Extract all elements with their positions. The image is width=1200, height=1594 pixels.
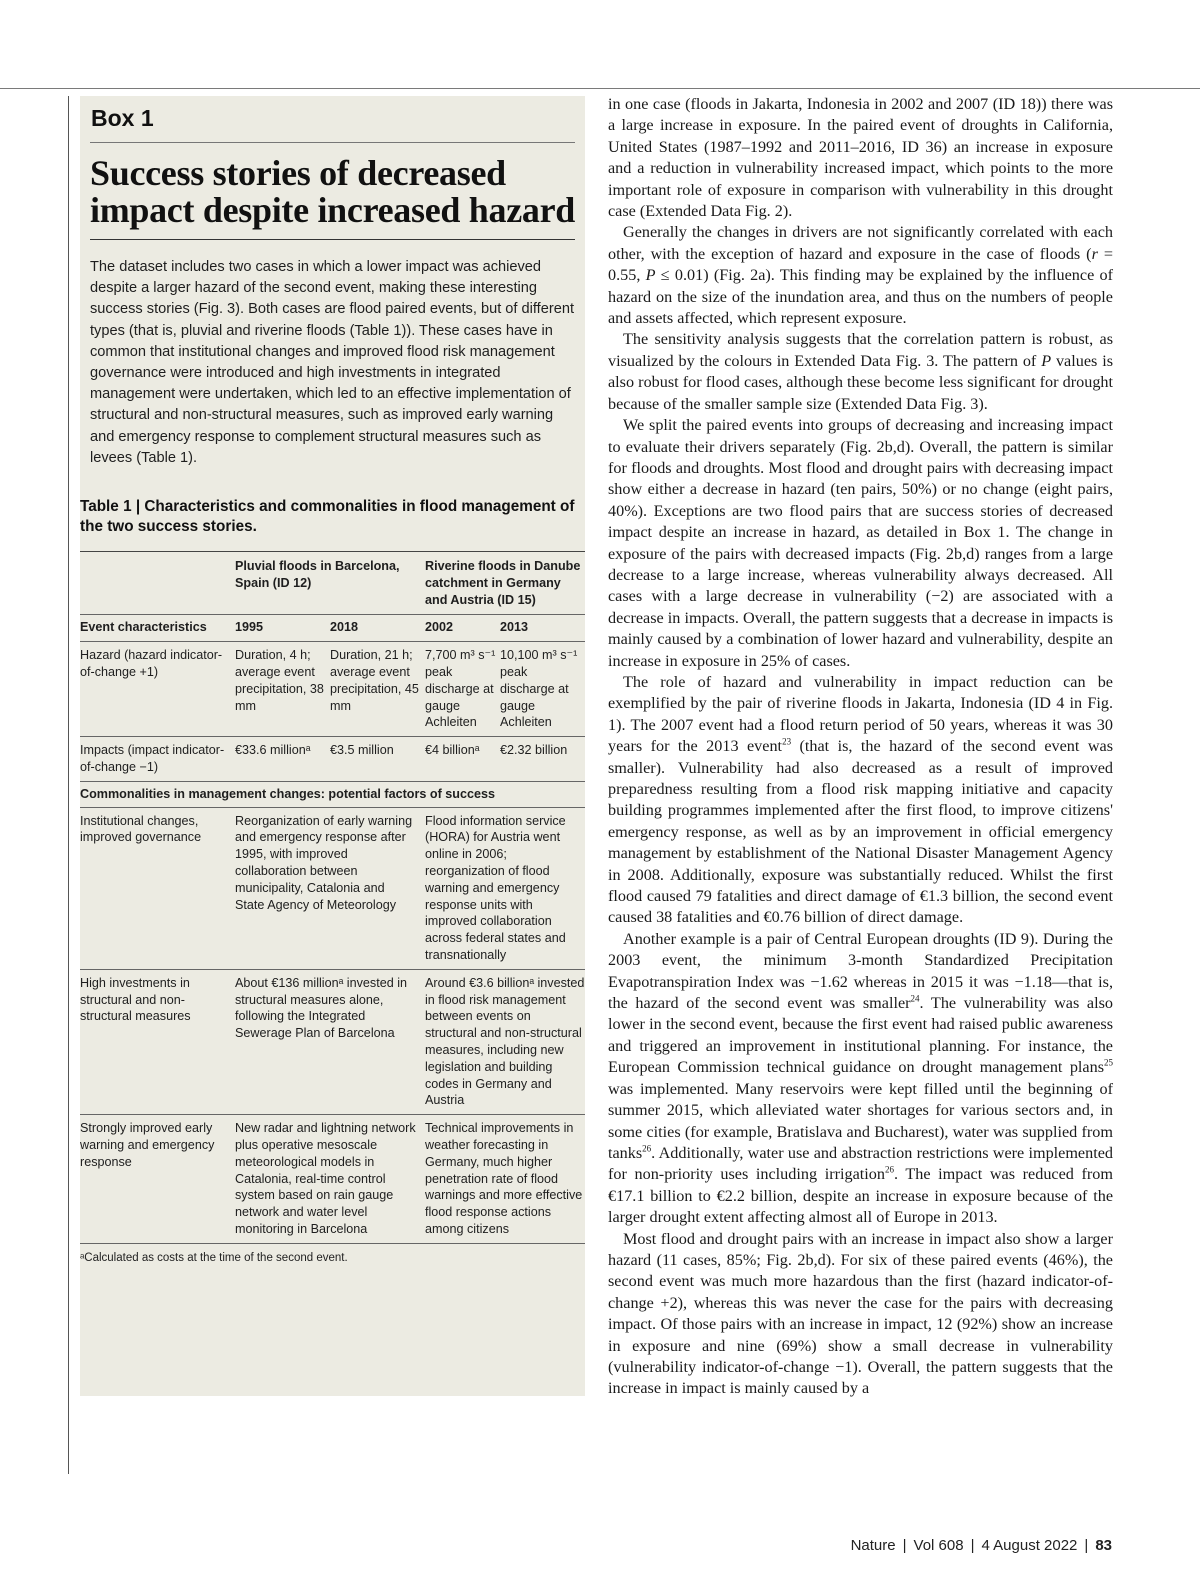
box-divider bbox=[90, 142, 575, 143]
row-label: Event characteristics bbox=[80, 615, 235, 642]
box-title: Success stories of decreased impact despite increased hazard bbox=[90, 153, 575, 230]
row-label: Impacts (impact indicator-of-change −1) bbox=[80, 737, 235, 782]
citation-ref[interactable]: 23 bbox=[782, 736, 792, 747]
row-label: Hazard (hazard indicator-of-change +1) bbox=[80, 642, 235, 737]
paragraph: The role of hazard and vulnerability in impact reduction can be exemplified by the pair of riverine floods in Jakarta, Indonesia (ID 4 in Fig. 1). The 2007 event had a flood return period of 50 years, whereas it was 30 years for the 2013 event$^{23}$ (that is, the hazard of the second event was smaller). Vulnerability had also decreased as a result of improved preparedness resulting from a flood risk mapping initiative and capacity building programmes implemented after the first flood, to improve citizens' emergency response, as well as by an improvement in official emergency management by establishment of the National Disaster Management Agency in 2008. Additionally, exposure was substantially reduced. Whilst the first flood caused 79 fatalities and direct damage of €1.3 billion, the second event caused 38 fatalities and €0.76 billion of direct damage. bbox=[608, 672, 1114, 927]
table-cell: Technical improvements in weather forecasting in Germany, much higher penetration rate of flood warnings and more effective flood response actions among citizens bbox=[425, 1115, 585, 1244]
row-label: Strongly improved early warning and emergency response bbox=[80, 1115, 235, 1244]
table-cell: 10,100 m³ s⁻¹ peak discharge at gauge Achleiten bbox=[500, 642, 585, 737]
table-cell: Reorganization of early warning and emergency response after 1995, with improved collaboration between municipality, Catalonia and State Agency of Meteorology bbox=[235, 807, 425, 969]
footer-separator: | bbox=[970, 1537, 975, 1554]
table-row-governance bbox=[80, 807, 585, 969]
footer-separator: | bbox=[1084, 1537, 1089, 1554]
table-group-header-row bbox=[80, 552, 585, 615]
table-row-hazard bbox=[80, 642, 585, 737]
footer-separator: | bbox=[902, 1537, 907, 1554]
margin-rule bbox=[68, 96, 69, 1474]
table-cell: €3.5 million bbox=[330, 737, 425, 782]
commonalities-header: Commonalities in management changes: potential factors of success bbox=[80, 781, 585, 807]
table-cell: €2.32 billion bbox=[500, 737, 585, 782]
page-number: 83 bbox=[1095, 1537, 1112, 1554]
paragraph: in one case (floods in Jakarta, Indonesia in 2002 and 2007 (ID 18)) there was a large increase in exposure. In the paired event of droughts in California, United States (1987–1992 and 2011–2016, ID 36) an increase in exposure and a reduction in vulnerability increased impact, which points to the more important role of exposure in comparison with vulnerability in this drought case (Extended Data Fig. 2). bbox=[608, 95, 1113, 221]
group-header-danube: Riverine floods in Danube catchment in Germany and Austria (ID 15) bbox=[425, 552, 585, 615]
table-row-impacts bbox=[80, 737, 585, 782]
paragraph: We split the paired events into groups of decreasing and increasing impact to evaluate their drivers separately (Fig. 2b,d). Overall, the pattern is similar for floods and droughts. Most flood and drought pairs with decreasing impact show either a decrease in hazard (ten pairs, 50%) or no change (eight pairs, 40%). Exceptions are two flood pairs that are success stories of decreased impact despite an increase in hazard, as detailed in Box 1. The change in exposure of the pairs with decreased impacts (Fig. 2b,d) ranges from a large decrease to a large increase, whereas vulnerability always decreased. All cases with a large decrease in vulnerability (−2) are associated with a decrease in impacts. Overall, the pattern suggests that a decrease in impacts is mainly caused by a combination of lower hazard and vulnerability, despite an increase in exposure in 25% of cases. bbox=[608, 416, 1113, 670]
box-divider bbox=[90, 239, 575, 240]
citation-ref[interactable]: 26 bbox=[884, 1164, 894, 1175]
group-header-barcelona: Pluvial floods in Barcelona, Spain (ID 12) bbox=[235, 552, 425, 615]
table-empty-cell bbox=[80, 552, 235, 615]
paragraph: Another example is a pair of Central European droughts (ID 9). During the 2003 event, the minimum 3-month Standardized Precipitation Evapotranspiration Index was −1.62 whereas in 2015 it was −1.18—that is, the hazard of the second event was smaller$^{24}$. The vulnerability was also lower in the second event, because the first event had raised public awareness and triggered an improvement in institutional planning. For instance, the European Commission technical guidance on drought management plans$^{25}$ was implemented. Many reservoirs were kept filled until the beginning of summer 2015, which alleviated water shortages for various sectors and, in some cities (for example, Bratislava and Bucharest), water was supplied from tanks$^{26}$. Additionally, water use and abstraction restrictions were implemented for non-priority uses including irrigation$^{26}$. The impact was reduced from €17.1 billion to €2.2 billion, despite an increase in exposure because of the larger drought extent affecting almost all of Europe in 2013. bbox=[608, 929, 1114, 1227]
table-cell: Flood information service (HORA) for Austria went online in 2006; reorganization of flood warning and emergency response units with improved collaboration across federal states and transnationally bbox=[425, 807, 585, 969]
citation-ref[interactable]: 26 bbox=[642, 1143, 652, 1154]
table-cell: €4 billionᵃ bbox=[425, 737, 500, 782]
page-footer bbox=[851, 1537, 1112, 1554]
table-year-row bbox=[80, 615, 585, 642]
table-cell: Duration, 4 h; average event precipitation, 38 mm bbox=[235, 642, 330, 737]
table-1 bbox=[80, 551, 585, 1244]
top-rule bbox=[0, 88, 1200, 89]
row-label: High investments in structural and non-structural measures bbox=[80, 969, 235, 1114]
year-header: 1995 bbox=[235, 615, 330, 642]
table-cell: New radar and lightning network plus operative mesoscale meteorological models in Catalonia, real-time control system based on rain gauge network and water level monitoring in Barcelona bbox=[235, 1115, 425, 1244]
paragraph: Generally the changes in drivers are not significantly correlated with each other, with the exception of hazard and exposure in the case of floods (r = 0.55, P ≤ 0.01) (Fig. 2a). This finding may be explained by the influence of hazard on the size of the inundation area, and thus on the numbers of people and assets affected, which represent exposure. bbox=[608, 223, 1114, 328]
journal-volume: Vol 608 bbox=[913, 1537, 964, 1554]
issue-date: 4 August 2022 bbox=[981, 1537, 1078, 1554]
year-header: 2013 bbox=[500, 615, 585, 642]
table-cell: €33.6 millionᵃ bbox=[235, 737, 330, 782]
citation-ref[interactable]: 24 bbox=[910, 993, 920, 1004]
paragraph: The sensitivity analysis suggests that the correlation pattern is robust, as visualized by the colours in Extended Data Fig. 3. The pattern of P values is also robust for flood cases, although these become less significant for drought because of the smaller sample size (Extended Data Fig. 3). bbox=[608, 330, 1113, 413]
year-header: 2018 bbox=[330, 615, 425, 642]
citation-ref[interactable]: 25 bbox=[1104, 1057, 1113, 1068]
table-caption: Table 1 | Characteristics and commonalities in flood management of the two success stories. bbox=[80, 498, 575, 536]
journal-name: Nature bbox=[850, 1537, 896, 1554]
paragraph: Most flood and drought pairs with an increase in impact also show a larger hazard (11 cases, 85%; Fig. 2b,d). For six of these paired events (46%), the second event was much more hazardous than the first (hazard indicator-of-change +2), whereas this was never the case for the pairs with decreasing impact. Of those pairs with an increase in impact, 12 (92%) show an increase in exposure and nine (69%) show a small decrease in vulnerability (vulnerability indicator-of-change −1). Overall, the pattern suggests that the increase in impact is mainly caused by a bbox=[608, 1229, 1113, 1398]
table-cell: Duration, 21 h; average event precipitation, 45 mm bbox=[330, 642, 425, 737]
table-cell: About €136 millionᵃ invested in structural measures alone, following the Integrated Sewerage Plan of Barcelona bbox=[235, 969, 425, 1114]
table-row-investments bbox=[80, 969, 585, 1114]
row-label: Institutional changes, improved governance bbox=[80, 807, 235, 969]
table-footnote: ᵃCalculated as costs at the time of the second event. bbox=[80, 1251, 348, 1264]
table-row-early-warning bbox=[80, 1115, 585, 1244]
main-text-column bbox=[608, 94, 1113, 1400]
table-cell: Around €3.6 billionᵃ invested in flood risk management between events on structural and non-structural measures, including new legislation and building codes in Germany and Austria bbox=[425, 969, 585, 1114]
table-commonalities-header-row bbox=[80, 781, 585, 807]
box-label: Box 1 bbox=[91, 105, 154, 131]
year-header: 2002 bbox=[425, 615, 500, 642]
box-body: The dataset includes two cases in which a lower impact was achieved despite a larger hazard of the second event, making these interesting success stories (Fig. 3). Both cases are flood paired events, but of different types (that is, pluvial and riverine floods (Table 1)). These cases have in common that institutional changes and improved flood risk management governance were introduced and high investments in integrated management were undertaken, which led to an effective implementation of structural and non-structural measures, such as improved early warning and emergency response to complement structural measures such as levees (Table 1). bbox=[90, 259, 575, 466]
table-cell: 7,700 m³ s⁻¹ peak discharge at gauge Achleiten bbox=[425, 642, 500, 737]
box-1 bbox=[80, 96, 585, 1396]
